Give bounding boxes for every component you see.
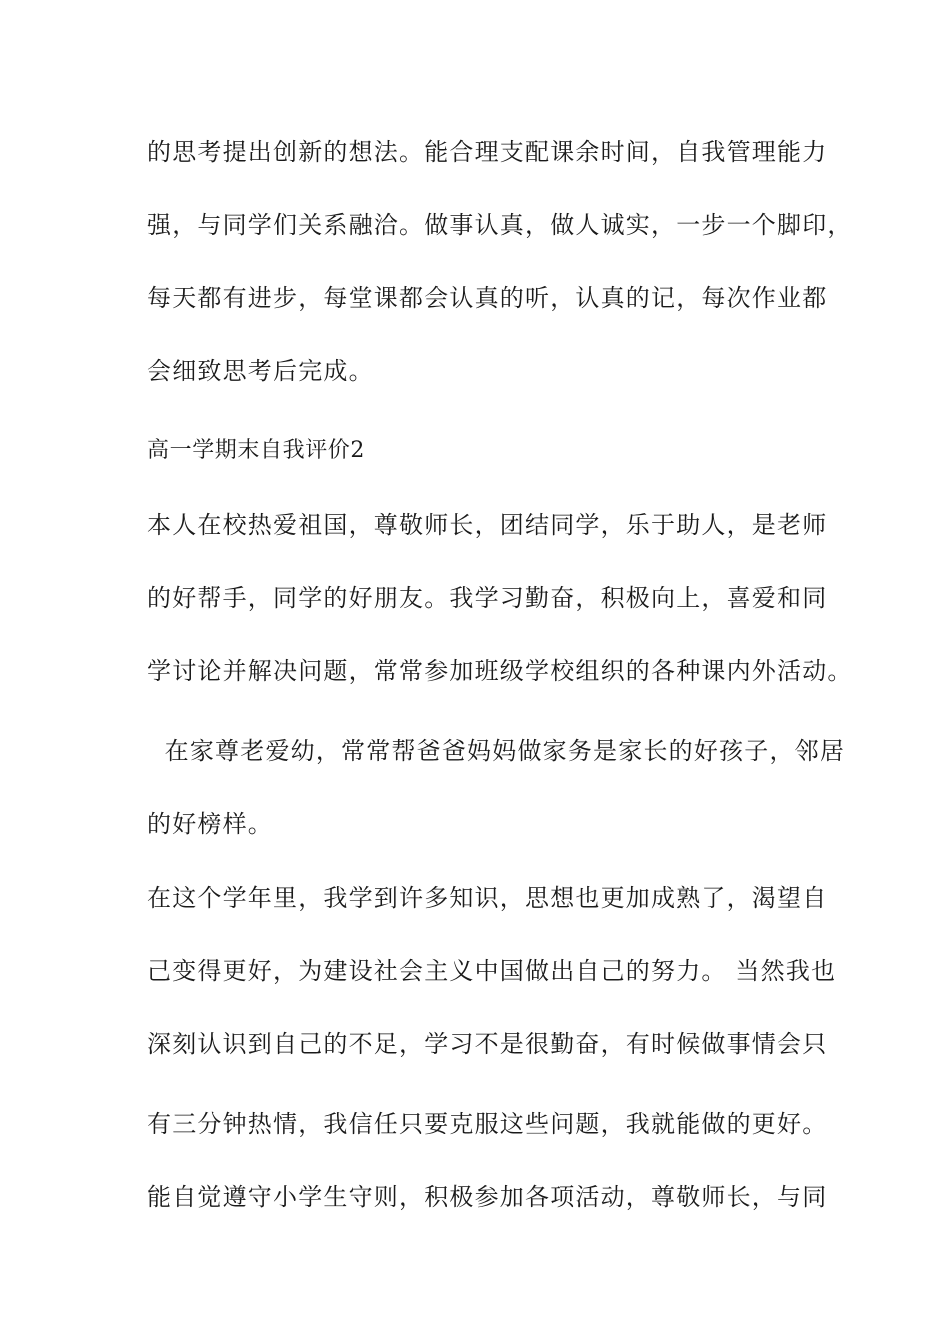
paragraph-line: 本人在校热爱祖国，尊敬师长，团结同学，乐于助人，是老师 xyxy=(147,511,828,539)
paragraph-line: 深刻认识到自己的不足，学习不是很勤奋，有时候做事情会只 xyxy=(147,1030,828,1058)
paragraph-line: 己变得更好，为建设社会主义中国做出自己的努力。 当然我也 xyxy=(147,957,837,985)
paragraph-line: 有三分钟热情，我信任只要克服这些问题，我就能做的更好。 xyxy=(147,1110,828,1138)
paragraph-line: 每天都有进步，每堂课都会认真的听，认真的记，每次作业都 xyxy=(147,284,828,312)
paragraph-line: 学讨论并解决问题，常常参加班级学校组织的各种课内外活动。 xyxy=(147,657,853,685)
paragraph-line: 强，与同学们关系融洽。做事认真，做人诚实，一步一个脚印， xyxy=(147,211,853,239)
paragraph-line: 在这个学年里，我学到许多知识，思想也更加成熟了，渴望自 xyxy=(147,884,828,912)
paragraph-line: 的好帮手，同学的好朋友。我学习勤奋，积极向上，喜爱和同 xyxy=(147,584,828,612)
paragraph-line: 在家尊老爱幼，常常帮爸爸妈妈做家务是家长的好孩子，邻居 xyxy=(147,737,846,765)
paragraph-line: 能自觉遵守小学生守则，积极参加各项活动，尊敬师长，与同 xyxy=(147,1183,828,1211)
section-heading: 高一学期末自我评价2 xyxy=(147,438,365,463)
paragraph-line: 会细致思考后完成。 xyxy=(147,357,374,385)
paragraph-line: 的好榜样。 xyxy=(147,810,273,838)
paragraph-line: 的思考提出创新的想法。能合理支配课余时间，自我管理能力 xyxy=(147,138,828,166)
